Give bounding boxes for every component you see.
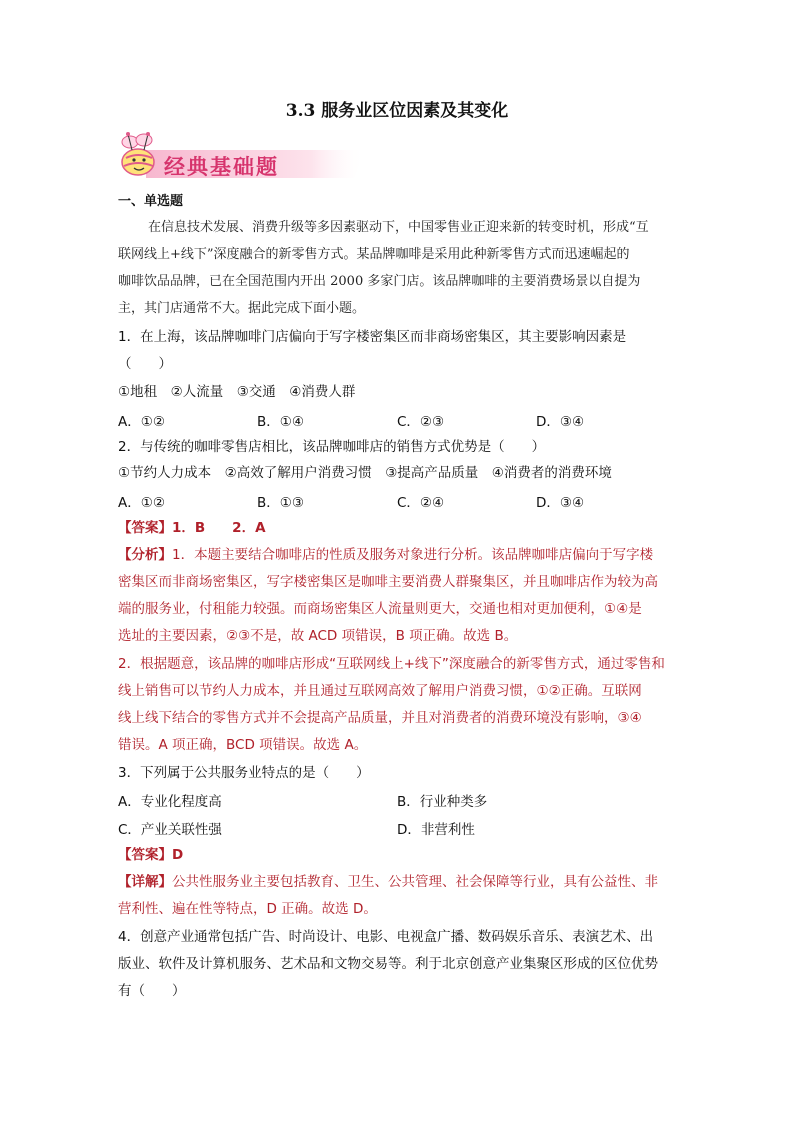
analysis-line	[118, 545, 653, 565]
passage-line: 联网线上+线下”深度融合的新零售方式。某品牌咖啡是采用此种新零售方式而迅速崛起的	[118, 247, 630, 262]
q2-option-c: C．②④	[397, 495, 445, 511]
answer-label: 【答案】	[118, 520, 172, 536]
detail-text: 公共性服务业主要包括教育、卫生、公共管理、社会保障等行业，具有公益性、非	[172, 874, 658, 890]
detail-line: 营利性、遍在性等特点，D 正确。故选 D。	[118, 901, 377, 917]
detail-line	[118, 872, 658, 892]
question-2-stem: 2．与传统的咖啡零售店相比，该品牌咖啡店的销售方式优势是（ ）	[118, 439, 546, 455]
section-heading: 一、单选题	[118, 194, 184, 209]
passage-line: 咖啡饮品品牌，已在全国范围内开出 2000 多家门店。该品牌咖啡的主要消费场景以自提为	[118, 274, 641, 289]
q2-option-d: D．③④	[536, 495, 585, 511]
question-3-stem: 3．下列属于公共服务业特点的是（ ）	[118, 765, 370, 781]
q3-option-c: C．产业关联性强	[118, 822, 222, 838]
analysis-line: 线上销售可以节约人力成本，并且通过互联网高效了解用户消费习惯，①②正确。互联网	[118, 683, 642, 699]
banner-title: 经典基础题	[164, 155, 279, 179]
analysis-line: 线上线下结合的零售方式并不会提高产品质量，并且对消费者的消费环境没有影响，③④	[118, 710, 642, 726]
passage-line: 在信息技术发展、消费升级等多因素驱动下，中国零售业正迎来新的转变时机，形成“互	[148, 220, 649, 235]
analysis-line: 2．根据题意，该品牌的咖啡店形成“互联网线上+线下”深度融合的新零售方式，通过零售和	[118, 656, 665, 672]
passage-line: 主，其门店通常不大。据此完成下面小题。	[118, 301, 366, 316]
bee-icon	[122, 132, 154, 175]
page-title: 3.3 服务业区位因素及其变化	[285, 101, 509, 121]
question-4-stem: 版业、软件及计算机服务、艺术品和文物交易等。利于北京创意产业集聚区形成的区位优势	[118, 956, 658, 972]
q1-option-b: B．①④	[257, 414, 304, 430]
q1-option-a: A．①②	[118, 414, 165, 430]
question-1-stem: 1．在上海，该品牌咖啡门店偏向于写字楼密集区而非商场密集区，其主要影响因素是	[118, 329, 627, 345]
analysis-line: 错误。A 项正确，BCD 项错误。故选 A。	[118, 737, 368, 753]
answer-value: D	[172, 847, 184, 863]
q2-option-a: A．①②	[118, 495, 165, 511]
question-4-stem: 4．创意产业通常包括广告、时尚设计、电影、电视盒广播、数码娱乐音乐、表演艺术、出	[118, 929, 654, 945]
answer-block	[118, 518, 266, 538]
question-4-stem: 有（ ）	[118, 983, 186, 999]
question-1-bracket: （ ）	[118, 356, 172, 372]
q3-option-a: A．专业化程度高	[118, 794, 222, 810]
q3-option-b: B．行业种类多	[397, 794, 488, 810]
analysis-text: 1．本题主要结合咖啡店的性质及服务对象进行分析。该品牌咖啡店偏向于写字楼	[172, 547, 654, 563]
answer-value: 1．B 2．A	[172, 520, 266, 536]
answer-label: 【答案】	[118, 847, 172, 863]
analysis-line: 密集区而非商场密集区，写字楼密集区是咖啡主要消费人群聚集区，并且咖啡店作为较为高	[118, 574, 658, 590]
analysis-line: 端的服务业，付租能力较强。而商场密集区人流量则更大，交通也相对更加便利，①④是	[118, 601, 642, 617]
q1-option-d: D．③④	[536, 414, 585, 430]
question-1-items: ①地租 ②人流量 ③交通 ④消费人群	[118, 384, 356, 400]
question-2-items: ①节约人力成本 ②高效了解用户消费习惯 ③提高产品质量 ④消费者的消费环境	[118, 465, 612, 481]
analysis-label: 【分析】	[118, 547, 172, 563]
detail-label: 【详解】	[118, 874, 172, 890]
analysis-line: 选址的主要因素，②③不是，故 ACD 项错误，B 项正确。故选 B。	[118, 628, 518, 644]
q1-option-c: C．②③	[397, 414, 445, 430]
q3-option-d: D．非营利性	[397, 822, 475, 838]
answer-block	[118, 845, 183, 865]
q2-option-b: B．①③	[257, 495, 304, 511]
